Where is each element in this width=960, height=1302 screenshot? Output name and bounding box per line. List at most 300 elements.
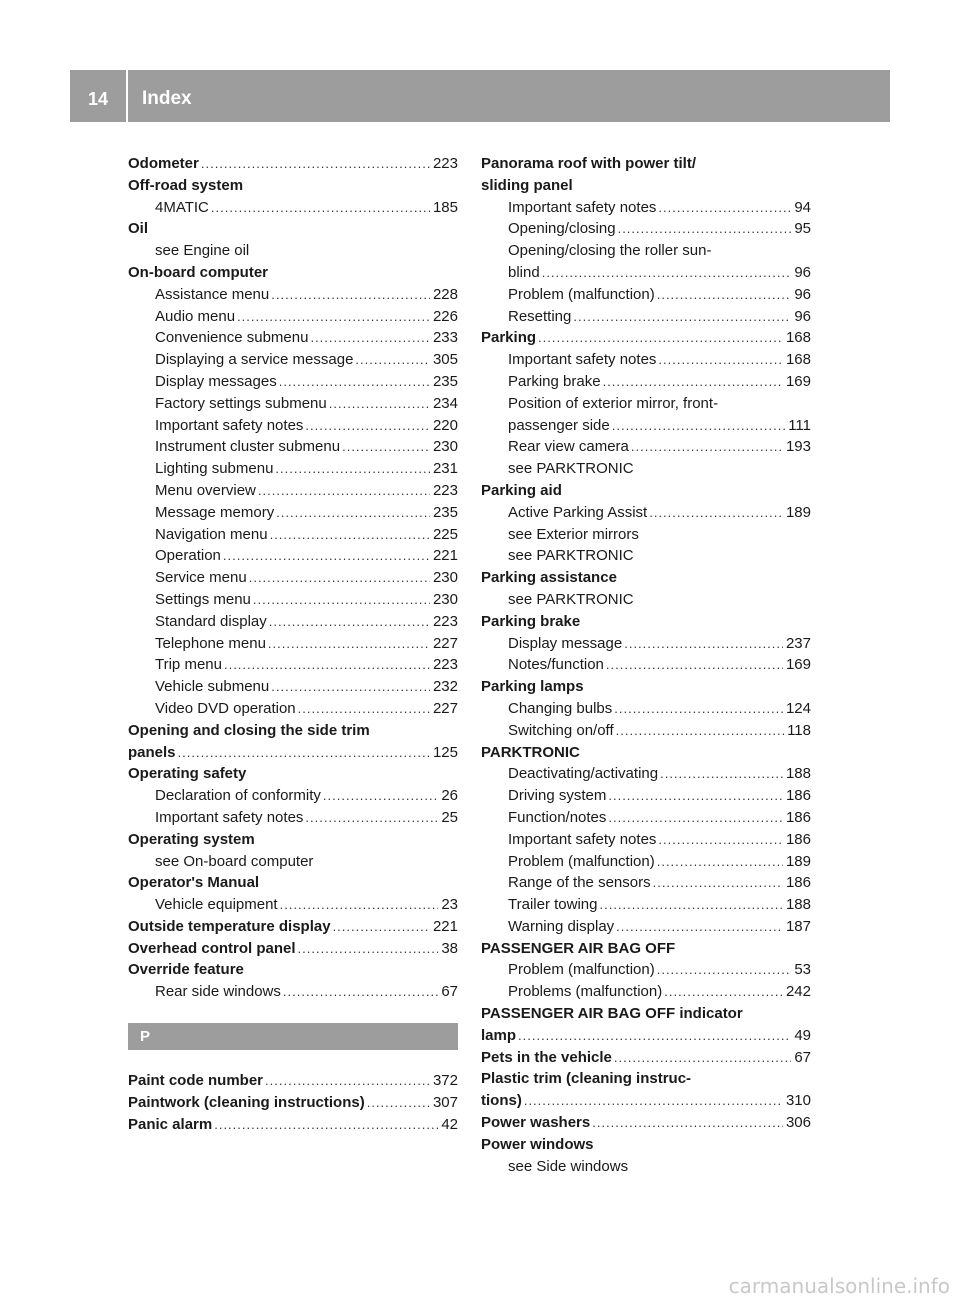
entry-text: Warning display <box>508 917 615 935</box>
page-reference: 169 <box>785 656 811 674</box>
dot-leader <box>649 502 783 524</box>
dot-leader <box>657 284 792 306</box>
index-subentry <box>481 959 811 981</box>
page-reference: 125 <box>432 743 458 761</box>
entry-text: Instrument cluster submenu <box>155 438 341 456</box>
entry-text: Operating safety <box>128 765 247 783</box>
entry-text: Important safety notes <box>508 198 657 216</box>
dot-leader <box>538 327 783 349</box>
dot-leader <box>658 829 783 851</box>
index-subentry <box>481 894 811 916</box>
dot-leader <box>305 415 430 437</box>
entry-text: see Engine oil <box>155 242 250 260</box>
index-subentry <box>481 218 811 240</box>
dot-leader <box>275 458 430 480</box>
entry-text: Off-road system <box>128 176 244 194</box>
dot-leader <box>333 916 430 938</box>
dot-leader <box>599 894 782 916</box>
page-reference: 223 <box>432 481 458 499</box>
index-entry <box>481 327 811 349</box>
page-reference: 118 <box>787 721 811 739</box>
entry-text: Resetting <box>508 307 572 325</box>
dot-leader <box>269 611 430 633</box>
page-reference: 186 <box>785 808 811 826</box>
index-subentry <box>128 480 458 502</box>
page-reference: 372 <box>432 1072 458 1090</box>
index-entry <box>128 720 458 742</box>
index-subentry <box>481 589 811 611</box>
entry-text: Panic alarm <box>128 1115 213 1133</box>
dot-leader <box>664 981 783 1003</box>
page-reference: 49 <box>794 1026 811 1044</box>
entry-text: Outside temperature display <box>128 917 331 935</box>
page-reference: 235 <box>432 503 458 521</box>
index-subentry <box>481 502 811 524</box>
entry-text: see On-board computer <box>155 852 314 870</box>
entry-text: blind <box>508 263 540 281</box>
entry-text: Important safety notes <box>508 351 657 369</box>
entry-text: see PARKTRONIC <box>508 590 634 608</box>
index-subentry <box>128 611 458 633</box>
index-entry <box>128 262 458 284</box>
entry-text: Displaying a service message <box>155 351 354 369</box>
index-entry <box>481 567 811 589</box>
entry-text: Audio menu <box>155 307 236 325</box>
index-entry <box>128 175 458 197</box>
watermark: carmanualsonline.info <box>728 1274 950 1298</box>
dot-leader <box>214 1114 438 1136</box>
dot-leader <box>614 1047 791 1069</box>
page-reference: 226 <box>432 307 458 325</box>
page-reference: 220 <box>432 416 458 434</box>
entry-text: Parking brake <box>508 372 601 390</box>
dot-leader <box>265 1070 430 1092</box>
page-reference: 237 <box>785 634 811 652</box>
page-reference: 23 <box>441 896 458 914</box>
index-entry <box>481 1134 811 1156</box>
dot-leader <box>653 872 783 894</box>
dot-leader <box>211 197 430 219</box>
entry-text: PASSENGER AIR BAG OFF <box>481 939 676 957</box>
index-subentry <box>481 436 811 458</box>
entry-text: sliding panel <box>481 176 573 194</box>
section-header-p: P <box>128 1023 458 1050</box>
page-reference: 188 <box>785 896 811 914</box>
entry-text: Driving system <box>508 787 607 805</box>
page-reference: 232 <box>432 678 458 696</box>
dot-leader <box>657 959 792 981</box>
entry-text: Lighting submenu <box>155 460 274 478</box>
index-entry <box>481 742 811 764</box>
index-subentry <box>481 1156 811 1178</box>
index-subentry <box>128 807 458 829</box>
dot-leader <box>657 851 783 873</box>
entry-text: Opening/closing <box>508 220 616 238</box>
dot-leader <box>616 916 783 938</box>
index-subentry <box>128 349 458 371</box>
index-subentry <box>481 807 811 829</box>
dot-leader <box>276 502 430 524</box>
page-reference: 231 <box>432 460 458 478</box>
index-subentry <box>481 458 811 480</box>
page-reference: 228 <box>432 285 458 303</box>
page-reference: 235 <box>432 372 458 390</box>
index-list-p-continued <box>481 153 811 1177</box>
dot-leader <box>614 698 783 720</box>
page-reference: 96 <box>794 285 811 303</box>
page-reference: 185 <box>432 198 458 216</box>
dot-leader <box>618 218 792 240</box>
page-reference: 305 <box>432 351 458 369</box>
entry-text: Message memory <box>155 503 275 521</box>
dot-leader <box>223 545 430 567</box>
page-reference: 25 <box>441 808 458 826</box>
index-subentry <box>128 851 458 873</box>
index-subentry <box>128 524 458 546</box>
page-reference: 242 <box>785 983 811 1001</box>
index-subentry <box>128 894 458 916</box>
index-subentry <box>481 349 811 371</box>
entry-text: see Exterior mirrors <box>508 525 639 543</box>
entry-text: Opening/closing the roller sun- <box>508 242 712 260</box>
index-subentry <box>481 262 811 284</box>
entry-text: Important safety notes <box>508 830 657 848</box>
entry-text: Trailer towing <box>508 896 598 914</box>
entry-text: Video DVD operation <box>155 699 296 717</box>
entry-text: Parking lamps <box>481 678 584 696</box>
index-subentry <box>128 698 458 720</box>
dot-leader <box>606 654 783 676</box>
index-list-o <box>128 153 458 1003</box>
index-subentry <box>128 306 458 328</box>
dot-leader <box>608 785 783 807</box>
entry-text: Convenience submenu <box>155 329 309 347</box>
entry-text: 4MATIC <box>155 198 209 216</box>
index-entry <box>481 1068 811 1090</box>
entry-text: Parking brake <box>481 612 581 630</box>
index-entry <box>481 676 811 698</box>
entry-text: tions) <box>481 1092 522 1110</box>
index-entry <box>128 1070 458 1092</box>
index-subentry <box>481 306 811 328</box>
index-subentry <box>481 698 811 720</box>
page-reference: 96 <box>794 307 811 325</box>
entry-text: see Side windows <box>508 1157 629 1175</box>
index-subentry <box>481 763 811 785</box>
index-subentry <box>481 785 811 807</box>
entry-text: PARKTRONIC <box>481 743 580 761</box>
index-subentry <box>481 872 811 894</box>
entry-text: Rear side windows <box>155 983 281 1001</box>
entry-text: Odometer <box>128 155 199 172</box>
page-reference: 124 <box>785 699 811 717</box>
entry-text: Assistance menu <box>155 285 270 303</box>
entry-text: On-board computer <box>128 263 269 281</box>
page-reference: 186 <box>785 787 811 805</box>
entry-text: Rear view camera <box>508 438 629 456</box>
entry-text: Display messages <box>155 372 277 390</box>
entry-text: Pets in the vehicle <box>481 1048 612 1066</box>
dot-leader <box>524 1090 783 1112</box>
dot-leader <box>305 807 438 829</box>
index-subentry <box>128 436 458 458</box>
index-entry <box>128 742 458 764</box>
dot-leader <box>253 589 430 611</box>
index-entry <box>481 611 811 633</box>
dot-leader <box>660 763 783 785</box>
dot-leader <box>592 1112 783 1134</box>
index-entry <box>128 959 458 981</box>
index-subentry <box>128 240 458 262</box>
page-reference: 187 <box>785 917 811 935</box>
dot-leader <box>624 633 783 655</box>
page-reference: 168 <box>785 329 811 347</box>
index-subentry <box>481 829 811 851</box>
index-subentry <box>481 654 811 676</box>
dot-leader <box>355 349 430 371</box>
page-reference: 233 <box>432 329 458 347</box>
index-subentry <box>128 502 458 524</box>
entry-text: see PARKTRONIC <box>508 460 634 478</box>
page-title: Index <box>142 88 192 109</box>
index-subentry <box>128 567 458 589</box>
index-entry <box>128 1114 458 1136</box>
page-reference: 42 <box>441 1115 458 1133</box>
entry-text: Opening and closing the side trim <box>128 721 370 739</box>
entry-text: Paint code number <box>128 1072 264 1090</box>
page-reference: 193 <box>785 438 811 456</box>
dot-leader <box>616 720 784 742</box>
page-header <box>70 70 890 122</box>
index-subentry <box>481 415 811 437</box>
entry-text: Display message <box>508 634 623 652</box>
page-reference: 186 <box>785 874 811 892</box>
entry-text: Problem (malfunction) <box>508 852 655 870</box>
index-entry <box>481 1003 811 1025</box>
page-reference: 95 <box>794 220 811 238</box>
dot-leader <box>178 742 430 764</box>
page-reference: 169 <box>785 372 811 390</box>
page-reference: 306 <box>785 1114 811 1132</box>
entry-text: Problem (malfunction) <box>508 285 655 303</box>
page-reference: 168 <box>785 351 811 369</box>
entry-text: panels <box>128 743 176 761</box>
index-subentry <box>481 633 811 655</box>
page-reference: 227 <box>432 634 458 652</box>
index-subentry <box>481 720 811 742</box>
dot-leader <box>224 654 430 676</box>
entry-text: Menu overview <box>155 481 256 499</box>
entry-text: Oil <box>128 220 149 238</box>
index-column-left <box>128 153 458 1135</box>
index-entry <box>128 872 458 894</box>
dot-leader <box>268 633 430 655</box>
index-subentry <box>128 589 458 611</box>
entry-text: Function/notes <box>508 808 607 826</box>
index-subentry <box>481 916 811 938</box>
page-reference: 38 <box>441 939 458 957</box>
index-subentry <box>128 371 458 393</box>
index-subentry <box>481 524 811 546</box>
index-subentry <box>128 197 458 219</box>
entry-text: Important safety notes <box>155 416 304 434</box>
entry-text: Panorama roof with power tilt/ <box>481 155 697 172</box>
page-reference: 111 <box>788 416 811 434</box>
index-subentry <box>481 393 811 415</box>
index-subentry <box>128 545 458 567</box>
page-reference: 227 <box>432 699 458 717</box>
page-reference: 94 <box>794 198 811 216</box>
dot-leader <box>342 436 430 458</box>
dot-leader <box>323 785 438 807</box>
dot-leader <box>280 894 439 916</box>
entry-text: Telephone menu <box>155 634 266 652</box>
entry-text: Notes/function <box>508 656 604 674</box>
index-subentry <box>481 851 811 873</box>
index-subentry <box>481 240 811 262</box>
index-entry <box>128 1092 458 1114</box>
entry-text: Vehicle equipment <box>155 896 278 914</box>
page-reference: 221 <box>432 547 458 565</box>
entry-text: Deactivating/activating <box>508 765 659 783</box>
index-subentry <box>128 415 458 437</box>
index-subentry <box>481 371 811 393</box>
index-entry <box>128 153 458 175</box>
index-subentry <box>128 981 458 1003</box>
dot-leader <box>298 938 439 960</box>
dot-leader <box>283 981 438 1003</box>
dot-leader <box>271 676 430 698</box>
page-reference: 223 <box>432 656 458 674</box>
entry-text: PASSENGER AIR BAG OFF indicator <box>481 1005 743 1023</box>
dot-leader <box>201 153 430 175</box>
entry-text: Navigation menu <box>155 525 268 543</box>
entry-text: Power windows <box>481 1135 594 1153</box>
dot-leader <box>237 306 430 328</box>
entry-text: Changing bulbs <box>508 699 613 717</box>
dot-leader <box>658 197 791 219</box>
entry-text: Plastic trim (cleaning instruc- <box>481 1070 692 1088</box>
page-reference: 230 <box>432 438 458 456</box>
page-reference: 234 <box>432 394 458 412</box>
entry-text: Override feature <box>128 961 244 979</box>
page-reference: 230 <box>432 590 458 608</box>
index-subentry <box>481 284 811 306</box>
header-divider <box>126 70 128 122</box>
dot-leader <box>271 284 430 306</box>
index-entry <box>481 1025 811 1047</box>
index-subentry <box>128 393 458 415</box>
dot-leader <box>310 327 430 349</box>
index-entry <box>481 175 811 197</box>
entry-text: Operation <box>155 547 221 565</box>
page-reference: 67 <box>794 1048 811 1066</box>
index-subentry <box>128 654 458 676</box>
page-reference: 230 <box>432 569 458 587</box>
entry-text: Standard display <box>155 612 267 630</box>
dot-leader <box>631 436 783 458</box>
dot-leader <box>279 371 430 393</box>
index-subentry <box>128 458 458 480</box>
page-reference: 53 <box>794 961 811 979</box>
index-entry <box>481 1090 811 1112</box>
entry-text: Paintwork (cleaning instructions) <box>128 1093 365 1111</box>
page-reference: 189 <box>785 852 811 870</box>
dot-leader <box>518 1025 791 1047</box>
dot-leader <box>612 415 785 437</box>
entry-text: Range of the sensors <box>508 874 651 892</box>
dot-leader <box>249 567 430 589</box>
entry-text: Parking aid <box>481 481 562 499</box>
entry-text: Problem (malfunction) <box>508 961 655 979</box>
index-subentry <box>481 545 811 567</box>
dot-leader <box>367 1092 430 1114</box>
page-reference: 188 <box>785 765 811 783</box>
page-reference: 223 <box>432 612 458 630</box>
dot-leader <box>542 262 792 284</box>
entry-text: Parking <box>481 329 537 347</box>
dot-leader <box>258 480 430 502</box>
entry-text: Parking assistance <box>481 569 617 587</box>
entry-text: Important safety notes <box>155 808 304 826</box>
page-number: 14 <box>87 88 109 109</box>
dot-leader <box>603 371 783 393</box>
page-reference: 221 <box>432 917 458 935</box>
index-subentry <box>481 981 811 1003</box>
entry-text: Service menu <box>155 569 247 587</box>
index-entry <box>128 763 458 785</box>
page-reference: 307 <box>432 1093 458 1111</box>
page-reference: 223 <box>432 155 458 172</box>
index-entry <box>128 829 458 851</box>
index-list-p <box>128 1070 458 1135</box>
entry-text: Factory settings submenu <box>155 394 327 412</box>
index-entry <box>481 1047 811 1069</box>
dot-leader <box>608 807 783 829</box>
index-subentry <box>128 327 458 349</box>
index-subentry <box>128 676 458 698</box>
index-subentry <box>128 785 458 807</box>
index-entry <box>481 480 811 502</box>
entry-text: Active Parking Assist <box>508 503 648 521</box>
dot-leader <box>270 524 430 546</box>
entry-text: Settings menu <box>155 590 251 608</box>
dot-leader <box>658 349 783 371</box>
entry-text: Problems (malfunction) <box>508 983 663 1001</box>
page-reference: 67 <box>441 983 458 1001</box>
page-reference: 310 <box>785 1092 811 1110</box>
entry-text: Overhead control panel <box>128 939 296 957</box>
index-entry <box>481 1112 811 1134</box>
index-entry <box>128 218 458 240</box>
entry-text: Position of exterior mirror, front- <box>508 394 719 412</box>
page-reference: 26 <box>441 787 458 805</box>
index-entry <box>128 938 458 960</box>
index-subentry <box>481 197 811 219</box>
page-reference: 96 <box>794 263 811 281</box>
entry-text: Operating system <box>128 830 255 848</box>
entry-text: passenger side <box>508 416 610 434</box>
entry-text: lamp <box>481 1026 517 1044</box>
entry-text: see PARKTRONIC <box>508 547 634 565</box>
index-entry <box>481 153 811 175</box>
dot-leader <box>298 698 430 720</box>
entry-text: Trip menu <box>155 656 222 674</box>
index-entry <box>481 938 811 960</box>
entry-text: Vehicle submenu <box>155 678 270 696</box>
page-reference: 186 <box>785 830 811 848</box>
index-subentry <box>128 284 458 306</box>
